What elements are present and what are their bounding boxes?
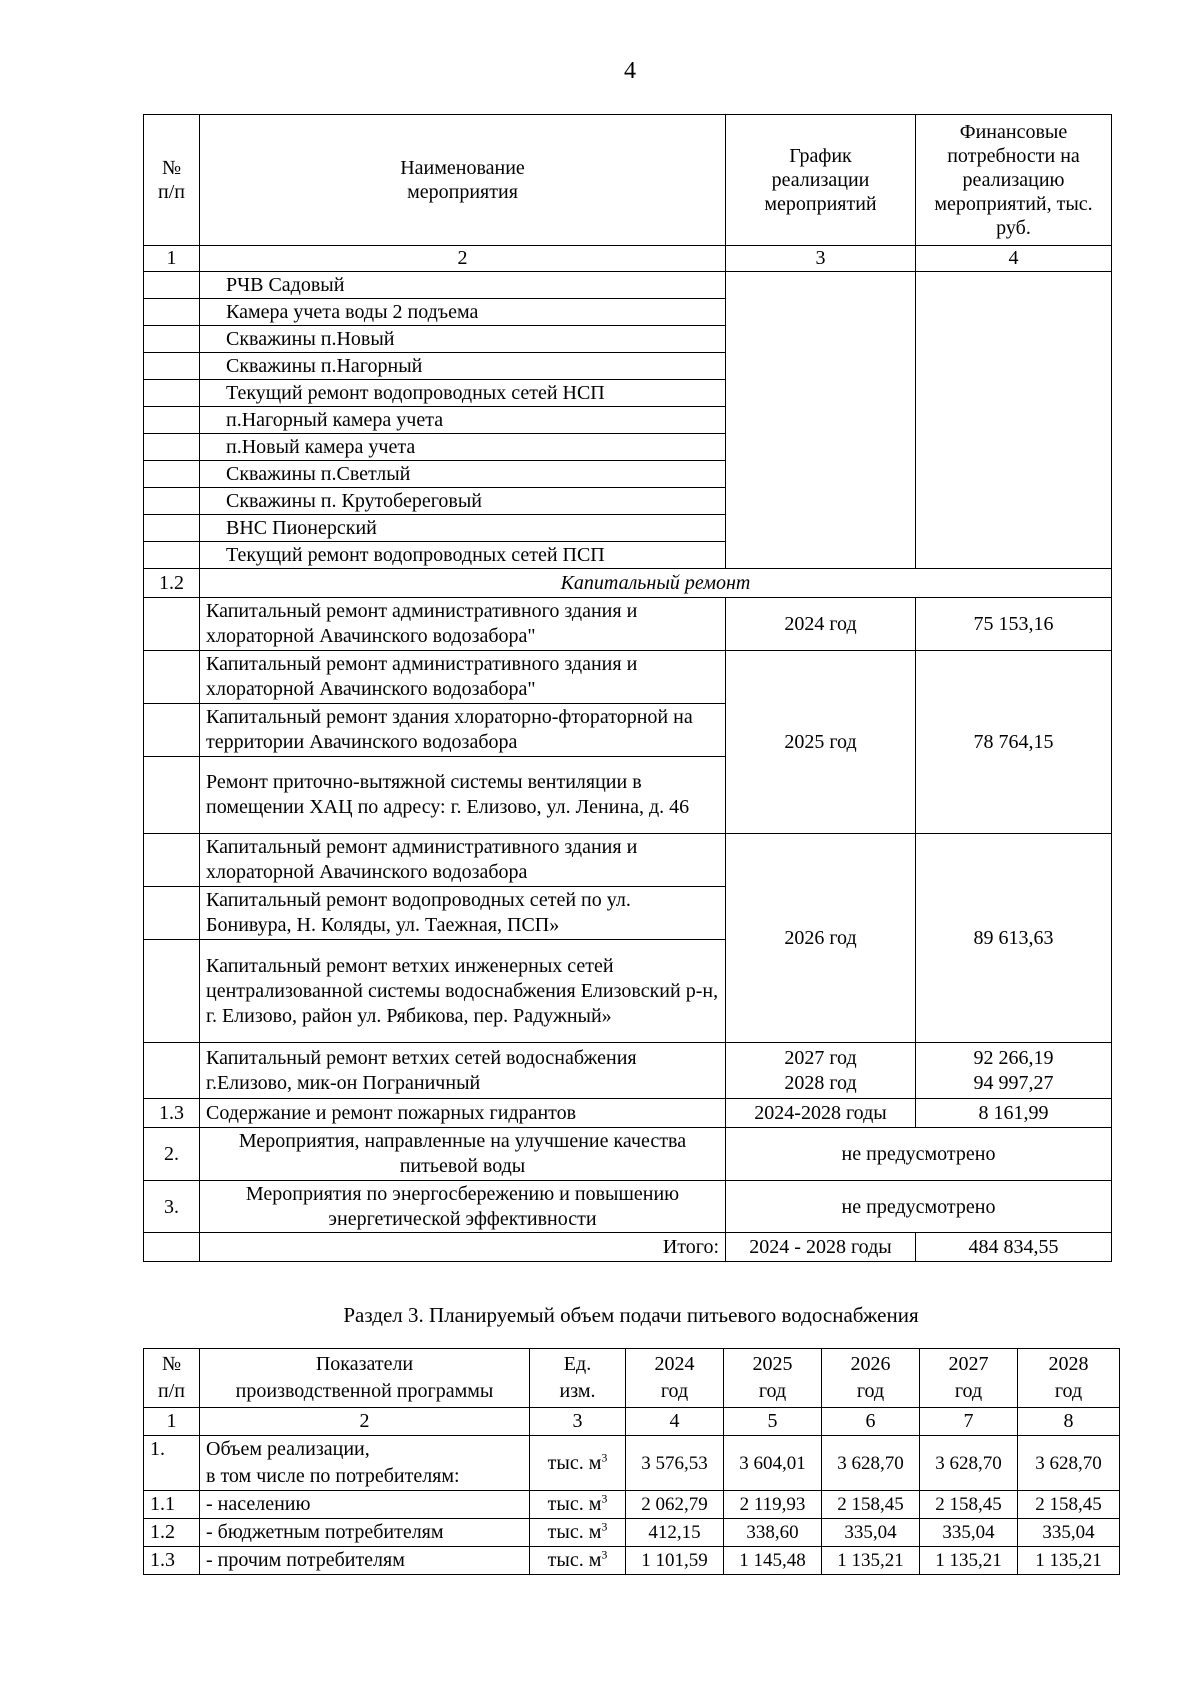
t2-header: 2027 год bbox=[920, 1349, 1018, 1408]
value-cell: 1 135,21 bbox=[1018, 1547, 1120, 1575]
unit: тыс. $м^3$ bbox=[530, 1491, 626, 1519]
header-finance: Финансовые потребности на реализацию мероприятий, тыс. руб. bbox=[916, 115, 1112, 246]
colnum: 6 bbox=[822, 1408, 920, 1436]
measure-name: Капитальный ремонт административного здания и хлораторной Авачинского водозабора" bbox=[200, 598, 726, 651]
unit: тыс. $м^3$ bbox=[530, 1547, 626, 1575]
cap-2025-row bbox=[144, 651, 1112, 704]
value-cell: 2 158,45 bbox=[1018, 1491, 1120, 1519]
value-cell: 3 628,70 bbox=[822, 1436, 920, 1491]
amount-2027: 92 266,19 bbox=[973, 1046, 1054, 1069]
measure-period bbox=[726, 1043, 916, 1099]
value-cell: 335,04 bbox=[1018, 1519, 1120, 1547]
object-num-cell bbox=[144, 299, 200, 326]
objects-finance-cell bbox=[916, 272, 1112, 569]
colnum: 1 bbox=[144, 246, 200, 272]
object-num-cell bbox=[144, 272, 200, 299]
table2-row bbox=[144, 1519, 1120, 1547]
indicator-name: Объем реализации, в том числе по потребителям: bbox=[200, 1436, 530, 1491]
table1-header-row bbox=[144, 115, 1112, 246]
t2-header: 2025 год bbox=[724, 1349, 822, 1408]
object-name: Текущий ремонт водопроводных сетей ПСП bbox=[200, 542, 726, 569]
colnum: 2 bbox=[200, 1408, 530, 1436]
row-3 bbox=[144, 1181, 1112, 1233]
measures-table bbox=[143, 114, 1112, 1262]
row-1-3 bbox=[144, 1099, 1112, 1128]
value-cell: 1 135,21 bbox=[822, 1547, 920, 1575]
object-name: Скважины п.Новый bbox=[200, 326, 726, 353]
measure-name: Мероприятия, направленные на улучшение качества питьевой воды bbox=[200, 1128, 726, 1181]
row-num-cell bbox=[144, 598, 200, 651]
row-num-cell bbox=[144, 757, 200, 834]
row-num: 2. bbox=[144, 1128, 200, 1181]
value-cell: 2 158,45 bbox=[920, 1491, 1018, 1519]
value-cell: 412,15 bbox=[626, 1519, 724, 1547]
row-num-cell bbox=[144, 1233, 200, 1262]
section-title: Капитальный ремонт bbox=[200, 569, 1112, 598]
object-name: Скважины п.Нагорный bbox=[200, 353, 726, 380]
object-num-cell bbox=[144, 380, 200, 407]
measure-amount: 89 613,63 bbox=[916, 834, 1112, 1043]
measure-name: Капитальный ремонт водопроводных сетей по ул. Бонивура, Н. Коляды, ул. Таежная, ПСП» bbox=[200, 887, 726, 940]
t2-header: Показатели производственной программы bbox=[200, 1349, 530, 1408]
measure-name: Капитальный ремонт административного здания и хлораторной Авачинского водозабора bbox=[200, 834, 726, 887]
colnum: 5 bbox=[724, 1408, 822, 1436]
row-num-cell bbox=[144, 940, 200, 1043]
colnum: 1 bbox=[144, 1408, 200, 1436]
measure-name: Ремонт приточно-вытяжной системы вентиляции в помещении ХАЦ по адресу: г. Елизово, ул. Ленина, д. 46 bbox=[200, 757, 726, 834]
colnum: 4 bbox=[626, 1408, 724, 1436]
header-num: № п/п bbox=[144, 115, 200, 246]
object-name: Текущий ремонт водопроводных сетей НСП bbox=[200, 380, 726, 407]
total-label: Итого: bbox=[200, 1233, 726, 1262]
t2-header: 2026 год bbox=[822, 1349, 920, 1408]
total-amount: 484 834,55 bbox=[916, 1233, 1112, 1262]
objects-schedule-cell bbox=[726, 272, 916, 569]
row-num-cell bbox=[144, 651, 200, 704]
period-2027: 2027 год bbox=[784, 1046, 857, 1069]
t2-header: 2028 год bbox=[1018, 1349, 1120, 1408]
cap-2027-2028-row bbox=[144, 1043, 1112, 1099]
value-cell: 338,60 bbox=[724, 1519, 822, 1547]
t2-header: 2024 год bbox=[626, 1349, 724, 1408]
supply-volume-table bbox=[143, 1348, 1120, 1575]
indicator-name: - населению bbox=[200, 1491, 530, 1519]
measure-value: не предусмотрено bbox=[726, 1128, 1112, 1181]
t2-header: Ед. изм. bbox=[530, 1349, 626, 1408]
header-schedule: График реализации мероприятий bbox=[726, 115, 916, 246]
row-num-cell bbox=[144, 704, 200, 757]
section-1-2-row bbox=[144, 569, 1112, 598]
value-cell: 1 145,48 bbox=[724, 1547, 822, 1575]
object-name: РЧВ Садовый bbox=[200, 272, 726, 299]
value-cell: 2 158,45 bbox=[822, 1491, 920, 1519]
object-name: Скважины п.Светлый bbox=[200, 461, 726, 488]
measure-name: Капитальный ремонт ветхих сетей водоснабжения г.Елизово, мик-он Пограничный bbox=[200, 1043, 726, 1099]
total-period: 2024 - 2028 годы bbox=[726, 1233, 916, 1262]
measure-name: Капитальный ремонт административного здания и хлораторной Авачинского водозабора" bbox=[200, 651, 726, 704]
row-num-cell bbox=[144, 887, 200, 940]
object-num-cell bbox=[144, 434, 200, 461]
table2-header-row bbox=[144, 1349, 1120, 1408]
colnum: 4 bbox=[916, 246, 1112, 272]
row-num: 1.3 bbox=[144, 1099, 200, 1128]
object-num-cell bbox=[144, 488, 200, 515]
value-cell: 2 062,79 bbox=[626, 1491, 724, 1519]
measure-name: Содержание и ремонт пожарных гидрантов bbox=[200, 1099, 726, 1128]
measure-name: Капитальный ремонт ветхих инженерных сетей централизованной системы водоснабжения Елизовский р-н, г. Елизово, район ул. Рябикова, пер. Радужный» bbox=[200, 940, 726, 1043]
value-cell: 2 119,93 bbox=[724, 1491, 822, 1519]
object-name: п.Новый камера учета bbox=[200, 434, 726, 461]
object-num-cell bbox=[144, 515, 200, 542]
measure-name: Мероприятия по энергосбережению и повышению энергетической эффективности bbox=[200, 1181, 726, 1233]
colnum: 3 bbox=[726, 246, 916, 272]
measure-amount: 78 764,15 bbox=[916, 651, 1112, 834]
amount-2028: 94 997,27 bbox=[973, 1071, 1054, 1094]
colnum: 8 bbox=[1018, 1408, 1120, 1436]
value-cell: 3 604,01 bbox=[724, 1436, 822, 1491]
table2-row bbox=[144, 1436, 1120, 1491]
value-cell: 3 628,70 bbox=[920, 1436, 1018, 1491]
colnum: 7 bbox=[920, 1408, 1018, 1436]
measure-period: 2026 год bbox=[726, 834, 916, 1043]
unit: тыс. $м^3$ bbox=[530, 1519, 626, 1547]
value-cell: 335,04 bbox=[822, 1519, 920, 1547]
value-cell: 335,04 bbox=[920, 1519, 1018, 1547]
object-num-cell bbox=[144, 407, 200, 434]
value-cell: 3 576,53 bbox=[626, 1436, 724, 1491]
cap-2026-row bbox=[144, 834, 1112, 887]
row-num: 1.2 bbox=[144, 1519, 200, 1547]
object-num-cell bbox=[144, 353, 200, 380]
row-num-cell bbox=[144, 834, 200, 887]
row-num: 1. bbox=[144, 1436, 200, 1491]
unit: тыс. $м^3$ bbox=[530, 1436, 626, 1491]
page-number: 4 bbox=[624, 58, 636, 84]
value-cell: 1 135,21 bbox=[920, 1547, 1018, 1575]
object-name: ВНС Пионерский bbox=[200, 515, 726, 542]
indicator-name: - прочим потребителям bbox=[200, 1547, 530, 1575]
object-num-cell bbox=[144, 461, 200, 488]
total-row bbox=[144, 1233, 1112, 1262]
measure-amount bbox=[916, 1043, 1112, 1099]
measure-amount: 75 153,16 bbox=[916, 598, 1112, 651]
section-3-title: Раздел 3. Планируемый объем подачи питьевого водоснабжения bbox=[343, 1303, 919, 1327]
table2-row bbox=[144, 1491, 1120, 1519]
t2-header: № п/п bbox=[144, 1349, 200, 1408]
indicator-name: - бюджетным потребителям bbox=[200, 1519, 530, 1547]
period-2028: 2028 год bbox=[784, 1071, 857, 1094]
header-name: Наименование мероприятия bbox=[200, 115, 726, 246]
object-num-cell bbox=[144, 542, 200, 569]
measure-amount: 8 161,99 bbox=[916, 1099, 1112, 1128]
measure-value: не предусмотрено bbox=[726, 1181, 1112, 1233]
colnum: 2 bbox=[200, 246, 726, 272]
row-num: 1.3 bbox=[144, 1547, 200, 1575]
table1-colnum-row bbox=[144, 246, 1112, 272]
row-num: 3. bbox=[144, 1181, 200, 1233]
object-num-cell bbox=[144, 326, 200, 353]
colnum: 3 bbox=[530, 1408, 626, 1436]
measure-period: 2024 год bbox=[726, 598, 916, 651]
object-name: Скважины п. Крутобереговый bbox=[200, 488, 726, 515]
value-cell: 1 101,59 bbox=[626, 1547, 724, 1575]
object-name: п.Нагорный камера учета bbox=[200, 407, 726, 434]
table2-body bbox=[144, 1436, 1120, 1575]
table2-row bbox=[144, 1547, 1120, 1575]
object-row bbox=[144, 272, 1112, 299]
measure-period: 2025 год bbox=[726, 651, 916, 834]
value-cell: 3 628,70 bbox=[1018, 1436, 1120, 1491]
row-2 bbox=[144, 1128, 1112, 1181]
object-name: Камера учета воды 2 подъема bbox=[200, 299, 726, 326]
measure-name: Капитальный ремонт здания хлораторно-фтораторной на территории Авачинского водозабора bbox=[200, 704, 726, 757]
section-num: 1.2 bbox=[144, 569, 200, 598]
table2-colnum-row bbox=[144, 1408, 1120, 1436]
row-num: 1.1 bbox=[144, 1491, 200, 1519]
measure-period: 2024-2028 годы bbox=[726, 1099, 916, 1128]
cap-2024-row bbox=[144, 598, 1112, 651]
row-num-cell bbox=[144, 1043, 200, 1099]
